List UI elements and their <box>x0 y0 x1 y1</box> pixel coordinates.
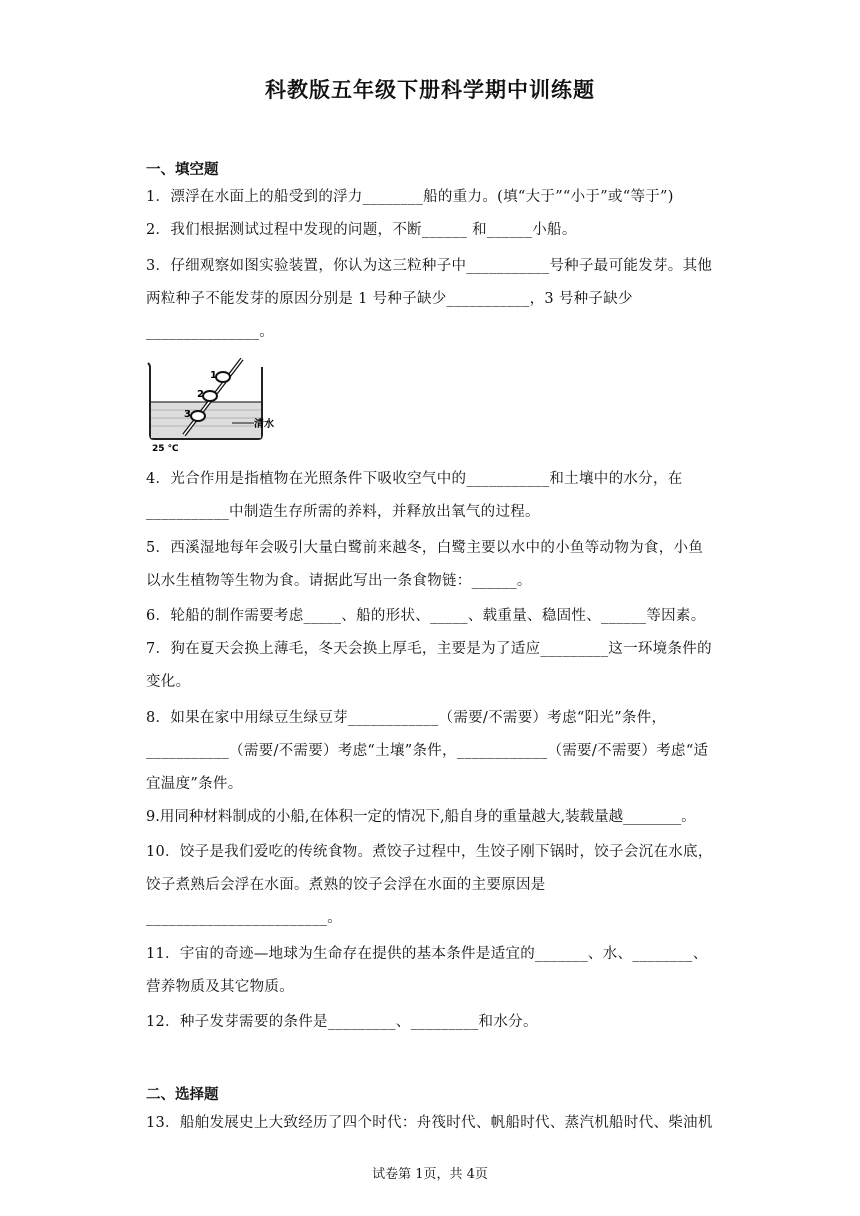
question-line: 饺子煮熟后会浮在水面。煮熟的饺子会浮在水面的主要原因是 <box>146 877 546 893</box>
section-heading-multiple-choice: 二、选择题 <box>146 1087 219 1103</box>
question-line: 5．西溪湿地每年会吸引大量白鹭前来越冬，白鹭主要以水中的小鱼等动物为食，小鱼 <box>146 540 704 556</box>
question-line: 8．如果在家中用绿豆生绿豆芽____________（需要/不需要）考虑“阳光”条件， <box>146 710 667 726</box>
section-heading-fill-blank: 一、填空题 <box>146 162 219 178</box>
question-line: ___________（需要/不需要）考虑“土壤”条件，____________（需要/不需要）考虑“适 <box>146 743 709 759</box>
question-line: 7．狗在夏天会换上薄毛，冬天会换上厚毛，主要是为了适应_________这一环境条件的 <box>146 641 712 657</box>
question-line: 11．宇宙的奇迹—地球为生命存在提供的基本条件是适宜的_______、水、________、 <box>146 946 708 962</box>
question-line: 3．仔细观察如图实验装置，你认为这三粒种子中___________号种子最可能发芽。其他 <box>146 258 713 274</box>
seed-label-1: 1 <box>210 370 217 381</box>
question-line: 6．轮船的制作需要考虑_____、船的形状、_____、载重量、稳固性、______等因素。 <box>146 608 706 624</box>
question-line: 1．漂浮在水面上的船受到的浮力________船的重力。(填“大于”“小于”或“等于”) <box>146 189 674 205</box>
seed-3 <box>191 411 205 421</box>
question-line: 13．船舶发展史上大致经历了四个时代：舟筏时代、帆船时代、蒸汽机船时代、柴油机 <box>146 1115 713 1131</box>
seed-1 <box>216 372 230 382</box>
seed-label-3: 3 <box>184 409 191 420</box>
temperature-label: 25 ℃ <box>152 444 179 454</box>
question-line: 2．我们根据测试过程中发现的问题，不断______ 和______小船。 <box>146 222 577 238</box>
question-line: 宜温度”条件。 <box>146 776 243 792</box>
question-line: 变化。 <box>146 674 191 690</box>
page-title: 科教版五年级下册科学期中训练题 <box>265 77 595 102</box>
question-line: _______________。 <box>146 324 275 340</box>
water-label: 清水 <box>254 419 274 430</box>
question-line: ___________中制造生存所需的养料，并释放出氧气的过程。 <box>146 504 540 520</box>
page-footer: 试卷第 1页，共 4页 <box>372 1167 488 1182</box>
question-line: ________________________。 <box>146 910 342 926</box>
question-line: 4．光合作用是指植物在光照条件下吸收空气中的___________和土壤中的水分，在 <box>146 471 683 487</box>
seed-label-2: 2 <box>197 389 204 400</box>
question-line: 两粒种子不能发芽的原因分别是 1 号种子缺少___________，3 号种子缺少 <box>146 291 633 307</box>
question-line: 营养物质及其它物质。 <box>146 979 294 995</box>
question-line: 9.用同种材料制成的小船,在体积一定的情况下,船自身的重量越大,装载量越________。 <box>146 809 696 825</box>
question-line: 以水生植物等生物为食。请据此写出一条食物链：______。 <box>146 573 532 589</box>
seed-2 <box>203 391 217 401</box>
question-line: 12．种子发芽需要的条件是_________、_________和水分。 <box>146 1014 538 1030</box>
question-line: 10．饺子是我们爱吃的传统食物。煮饺子过程中，生饺子刚下锅时，饺子会沉在水底， <box>146 844 713 860</box>
seed-experiment-figure <box>146 355 278 454</box>
